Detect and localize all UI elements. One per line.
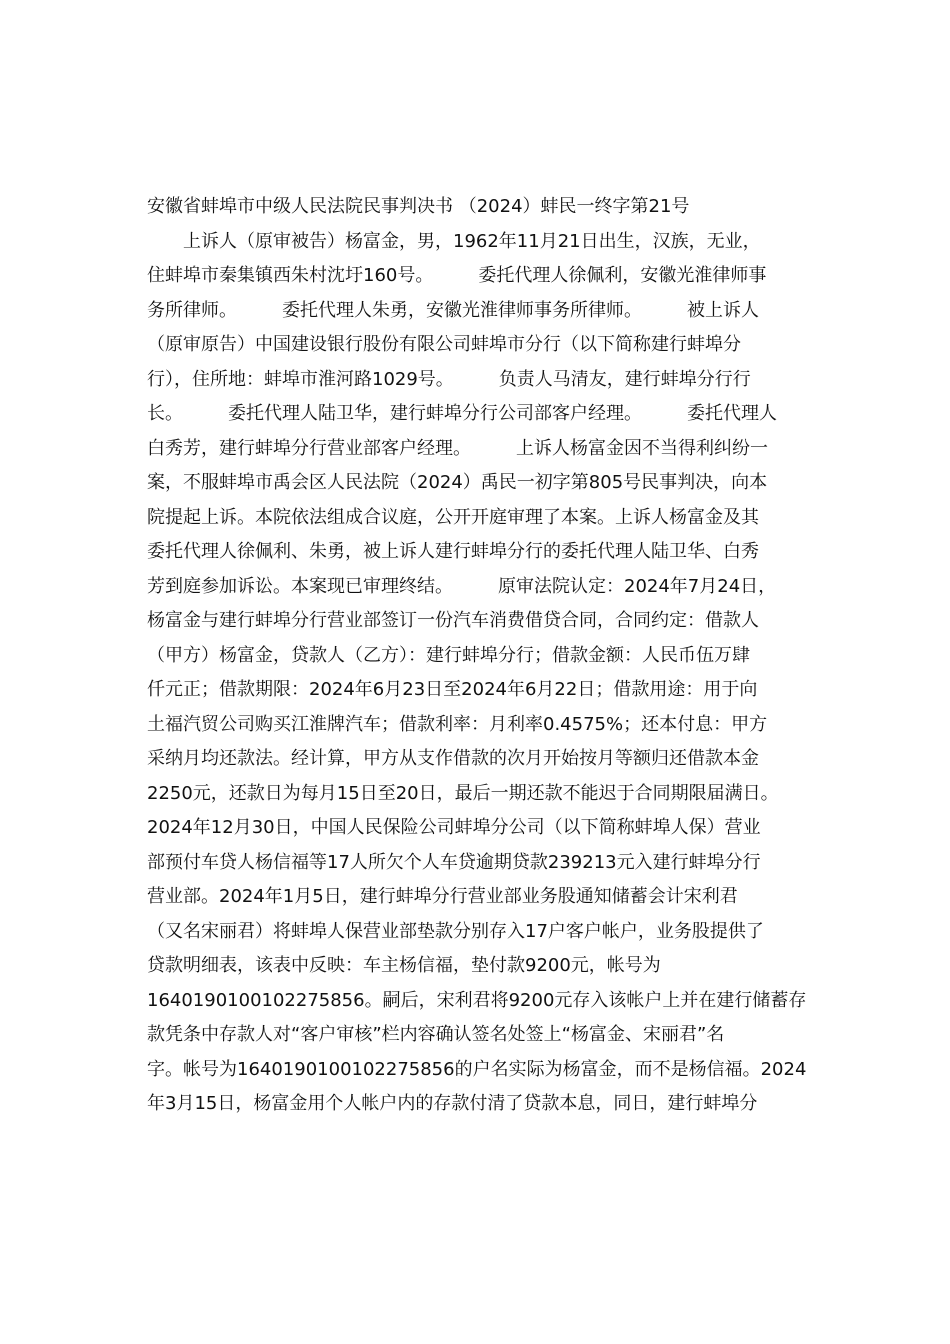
text-line: 字。帐号为1640190100102275856的户名实际为杨富金，而不是杨信福。2024 (147, 1058, 807, 1080)
text-line: 仟元正；借款期限：2024年6月23日至2024年6月22日；借款用途：用于向 (147, 679, 758, 700)
text-line: 土福汽贸公司购买江淮牌汽车；借款利率：月利率0.4575%；还本付息：甲方 (147, 713, 768, 735)
text-line: 款凭条中存款人对“客户审核”栏内容确认签名处签上“杨富金、宋丽君”名 (147, 1024, 725, 1045)
text-line: （原审原告）中国建设银行股份有限公司蚌埠市分行（以下简称建行蚌埠分 (147, 334, 741, 355)
text-line: 上诉人（原审被告）杨富金，男，1962年11月21日出生，汉族，无业， (147, 230, 761, 252)
text-line: 行），住所地：蚌埠市淮河路1029号。 负责人马清友，建行蚌埠分行行 (147, 368, 751, 390)
text-line: （又名宋丽君）将蚌埠人保营业部垫款分别存入17户客户帐户，业务股提供了 (147, 920, 764, 942)
text-line: 长。 委托代理人陆卫华，建行蚌埠分行公司部客户经理。 委托代理人 (147, 403, 777, 424)
text-line: 2250元，还款日为每月15日至20日，最后一期还款不能迟于合同期限届满日。 (147, 782, 779, 804)
text-line: 2024年12月30日，中国人民保险公司蚌埠分公司（以下简称蚌埠人保）营业 (147, 817, 761, 838)
judgment-text (147, 190, 808, 1122)
text-line: 住蚌埠市秦集镇西朱村沈圩160号。 委托代理人徐佩利，安徽光淮律师事 (147, 265, 767, 286)
text-line: 院提起上诉。本院依法组成合议庭，公开开庭审理了本案。上诉人杨富金及其 (147, 506, 759, 528)
text-line: （甲方）杨富金，贷款人（乙方）：建行蚌埠分行；借款金额：人民币伍万肆 (147, 644, 750, 666)
text-line: 白秀芳，建行蚌埠分行营业部客户经理。 上诉人杨富金因不当得利纠纷一 (147, 437, 768, 459)
text-line: 杨富金与建行蚌埠分行营业部签订一份汽车消费借贷合同，合同约定：借款人 (147, 610, 759, 631)
text-line: 营业部。2024年1月5日，建行蚌埠分行营业部业务股通知储蓄会计宋利君 (147, 886, 738, 907)
text-line: 1640190100102275856。嗣后，宋利君将9200元存入该帐户上并在建行储蓄存 (147, 989, 807, 1011)
text-line: 委托代理人徐佩利、朱勇，被上诉人建行蚌埠分行的委托代理人陆卫华、白秀 (147, 541, 759, 562)
text-line: 部预付车贷人杨信福等17人所欠个人车贷逾期贷款239213元入建行蚌埠分行 (147, 851, 761, 873)
text-line: 采纳月均还款法。经计算，甲方从支作借款的次月开始按月等额归还借款本金 (147, 748, 759, 769)
text-line: 务所律师。 委托代理人朱勇，安徽光淮律师事务所律师。 被上诉人 (147, 299, 759, 321)
document-title-line: 安徽省蚌埠市中级人民法院民事判决书 （2024）蚌民一终字第21号 (147, 196, 690, 217)
text-line: 芳到庭参加诉讼。本案现已审理终结。 原审法院认定：2024年7月24日， (147, 575, 777, 597)
text-line: 贷款明细表，该表中反映：车主杨信福，垫付款9200元，帐号为 (147, 955, 661, 976)
text-line: 案，不服蚌埠市禹会区人民法院（2024）禹民一初字第805号民事判决，向本 (147, 472, 768, 493)
text-line: 年3月15日，杨富金用个人帐户内的存款付清了贷款本息，同日，建行蚌埠分 (147, 1093, 758, 1114)
